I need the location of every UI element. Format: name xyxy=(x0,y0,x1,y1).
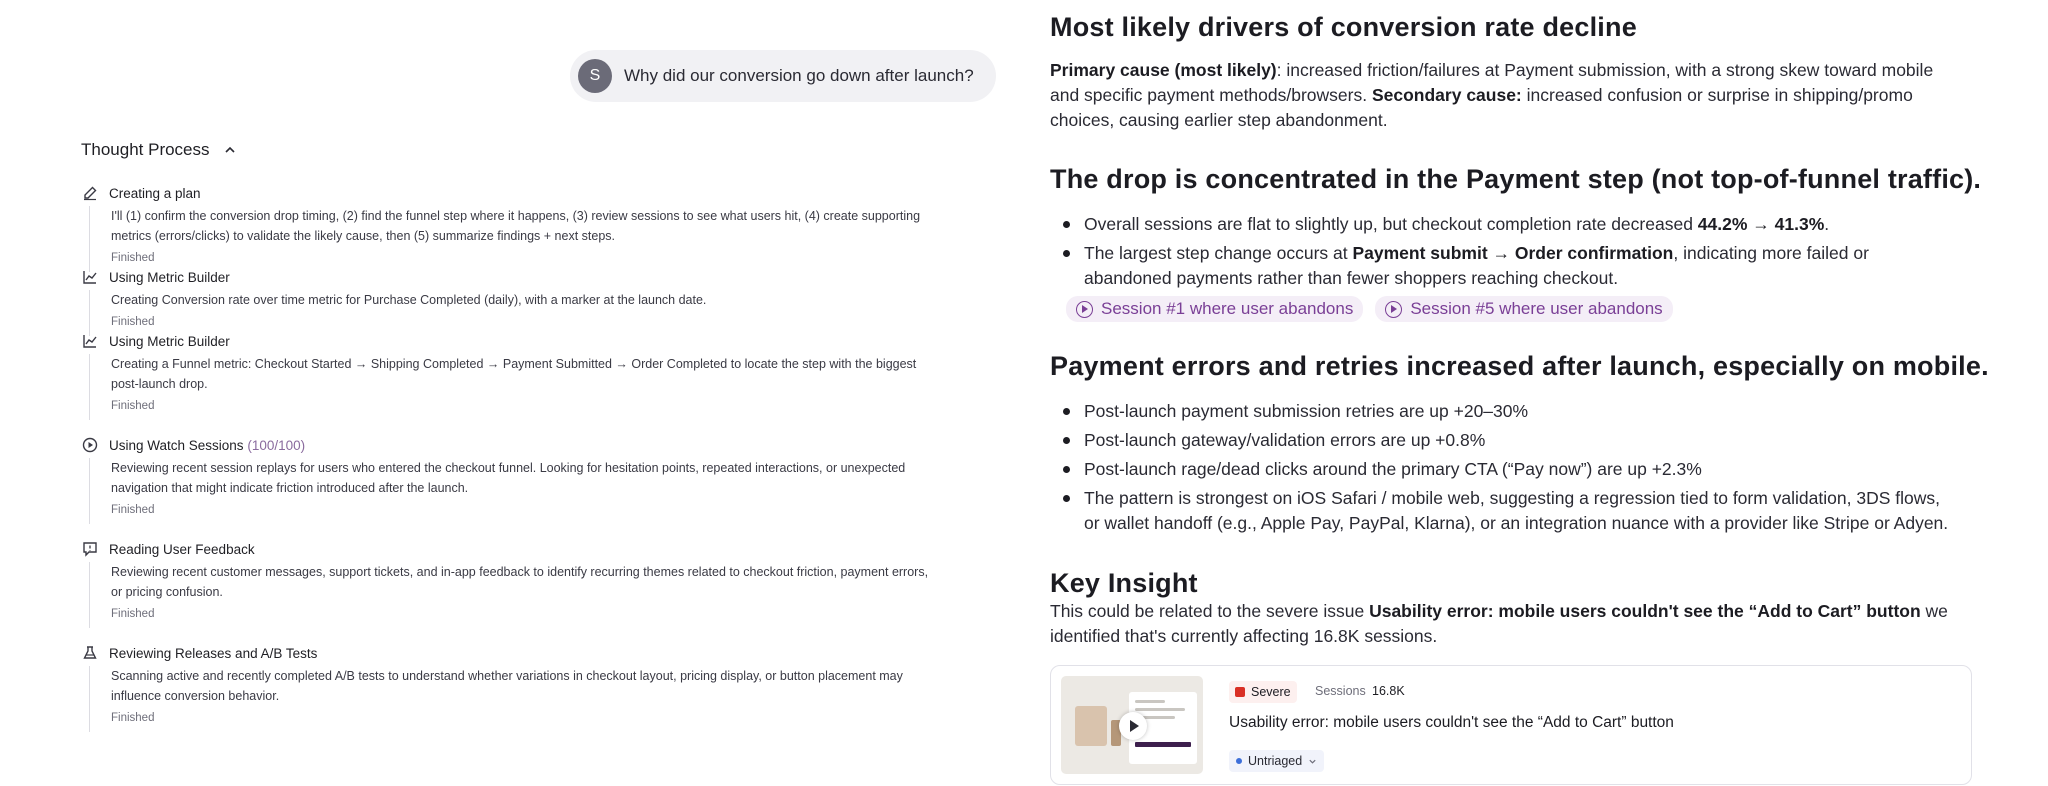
issue-title[interactable]: Usability error: mobile users couldn't see the “Add to Cart” button xyxy=(1229,714,1674,731)
severity-badge xyxy=(1229,681,1297,703)
step-status: Finished xyxy=(111,504,155,516)
step-description: Creating Conversion rate over time metric for Purchase Completed (daily), with a marker at the launch date. xyxy=(111,293,707,307)
step-title: Using Metric Builder xyxy=(109,333,230,349)
flask-icon xyxy=(81,644,99,662)
chevron-up-icon xyxy=(224,144,236,156)
bullet-text: Overall sessions are flat to slightly up, but checkout completion rate decreased xyxy=(1084,214,1698,234)
report-title: Most likely drivers of conversion rate decline xyxy=(1050,12,1637,42)
insight-issue-name: Usability error: mobile users couldn't see the “Add to Cart” button xyxy=(1369,601,1921,621)
play-circle-icon xyxy=(1385,301,1402,318)
step-title: Reviewing Releases and A/B Tests xyxy=(109,645,318,661)
payment-step-bullets xyxy=(1050,212,1960,295)
step-description: I'll (1) confirm the conversion drop timing, (2) find the funnel step where it happens, (3) review sessions to see what users hit, (4) create supporting metrics (errors/clicks) to validate the likely cause, then (5) summarize findings + next steps. xyxy=(111,209,921,243)
insight-text: we identified that's currently affecting 16.8K sessions. xyxy=(1050,601,1948,646)
primary-cause-label: Primary cause (most likely) xyxy=(1050,60,1277,80)
sessions-label: Sessions xyxy=(1315,684,1366,698)
list-item: Post-launch payment submission retries are up +20–30% xyxy=(1050,399,1960,424)
session-count: (100/100) xyxy=(247,437,306,453)
thought-step xyxy=(81,640,941,744)
severity-label: Severe xyxy=(1251,685,1291,699)
thought-process-title: Thought Process xyxy=(81,140,210,159)
user-message-bubble xyxy=(570,50,996,102)
step-status: Finished xyxy=(111,252,155,264)
play-circle-icon xyxy=(81,436,99,454)
thumbnail-line xyxy=(1135,700,1165,703)
section-heading-payment-errors: Payment errors and retries increased after launch, especially on mobile. xyxy=(1050,351,1989,381)
list-item: Post-launch gateway/validation errors are up +0.8% xyxy=(1050,428,1960,453)
session-chip-label: Session #5 where user abandons xyxy=(1410,299,1663,318)
session-chip-1[interactable] xyxy=(1066,296,1363,322)
severe-icon xyxy=(1235,687,1245,697)
thought-step xyxy=(81,264,941,328)
edit-icon xyxy=(81,184,99,202)
step-title xyxy=(109,438,305,453)
thought-step xyxy=(81,536,941,640)
step-change-name: Payment submit → Order confirmation xyxy=(1352,243,1674,263)
bullet-text: . xyxy=(1824,214,1830,234)
thumbnail-product-image xyxy=(1075,706,1107,746)
thumbnail-line xyxy=(1135,708,1185,711)
section-heading-payment-step: The drop is concentrated in the Payment step (not top-of-funnel traffic). xyxy=(1050,164,1982,194)
line-chart-icon xyxy=(81,332,99,350)
key-insight-heading: Key Insight xyxy=(1050,568,1198,598)
step-description: Scanning active and recently completed A/B tests to understand whether variations in checkout layout, pricing display, or button placement may influence conversion behavior. xyxy=(111,669,903,703)
chevron-down-icon xyxy=(1308,757,1317,766)
status-dot-icon xyxy=(1236,758,1242,764)
triage-status-dropdown[interactable] xyxy=(1229,750,1324,772)
step-title: Using Metric Builder xyxy=(109,269,230,285)
feedback-icon xyxy=(81,540,99,558)
list-item: The pattern is strongest on iOS Safari / mobile web, suggesting a regression tied to form validation, 3DS flows, or wallet handoff (e.g., Apple Pay, PayPal, Klarna), or an integration nuance with a provider like Stripe or Adyen. xyxy=(1050,486,1960,536)
bullet-text: , indicating more failed or abandoned payments rather than fewer shoppers reaching checkout. xyxy=(1084,243,1869,288)
thought-process-toggle[interactable] xyxy=(81,140,236,160)
session-chip-label: Session #1 where user abandons xyxy=(1101,299,1354,318)
primary-cause-text: : increased friction/failures at Payment submission, with a strong skew toward mobile and specific payment methods/browsers. xyxy=(1050,60,1934,105)
step-status: Finished xyxy=(111,316,155,328)
step-status: Finished xyxy=(111,608,155,620)
step-description: Reviewing recent customer messages, support tickets, and in-app feedback to identify recurring themes related to checkout friction, payment errors, or pricing confusion. xyxy=(111,565,929,599)
user-message-text: Why did our conversion go down after launch? xyxy=(624,66,974,85)
chat-panel xyxy=(0,0,1000,786)
step-title: Creating a plan xyxy=(109,185,201,201)
report-panel xyxy=(1050,0,2000,786)
thought-step xyxy=(81,328,941,432)
list-item xyxy=(1050,212,1960,237)
thought-step xyxy=(81,432,941,536)
secondary-cause-text: increased confusion or surprise in shipping/promo choices, causing earlier step abandonment. xyxy=(1050,85,1913,130)
step-status: Finished xyxy=(111,400,155,412)
secondary-cause-label: Secondary cause: xyxy=(1371,85,1522,105)
issue-card[interactable] xyxy=(1050,665,1972,785)
sessions-value: 16.8K xyxy=(1372,684,1405,698)
insight-text: This could be related to the severe issue xyxy=(1050,601,1370,621)
step-title-text: Using Watch Sessions xyxy=(109,437,244,453)
payment-errors-bullets xyxy=(1050,399,1960,540)
list-item: Post-launch rage/dead clicks around the primary CTA (“Pay now”) are up +2.3% xyxy=(1050,457,1960,482)
play-circle-icon xyxy=(1076,301,1093,318)
session-chip-5[interactable] xyxy=(1375,296,1672,322)
step-status: Finished xyxy=(111,712,155,724)
play-icon[interactable] xyxy=(1119,712,1147,740)
session-replay-thumbnail[interactable] xyxy=(1061,676,1203,774)
thought-steps-list xyxy=(81,180,941,744)
triage-status-label: Untriaged xyxy=(1248,754,1303,768)
causes-summary xyxy=(1050,58,1950,133)
thumbnail-cta-bar xyxy=(1135,742,1191,747)
avatar: S xyxy=(578,59,612,93)
bullet-text: The largest step change occurs at xyxy=(1084,243,1353,263)
session-chips xyxy=(1066,296,1673,322)
completion-rate-change: 44.2% → 41.3% xyxy=(1697,214,1825,234)
thought-step xyxy=(81,180,941,264)
list-item xyxy=(1050,241,1960,291)
step-title: Reading User Feedback xyxy=(109,541,255,557)
step-description: Creating a Funnel metric: Checkout Started → Shipping Completed → Payment Submitted → Order Completed to locate the step with the biggest post-launch drop. xyxy=(111,357,917,391)
key-insight-text xyxy=(1050,599,1950,649)
step-description: Reviewing recent session replays for users who entered the checkout funnel. Looking for hesitation points, repeated interactions, or unexpected navigation that might indicate friction introduced after the launch. xyxy=(111,461,906,495)
line-chart-icon xyxy=(81,268,99,286)
